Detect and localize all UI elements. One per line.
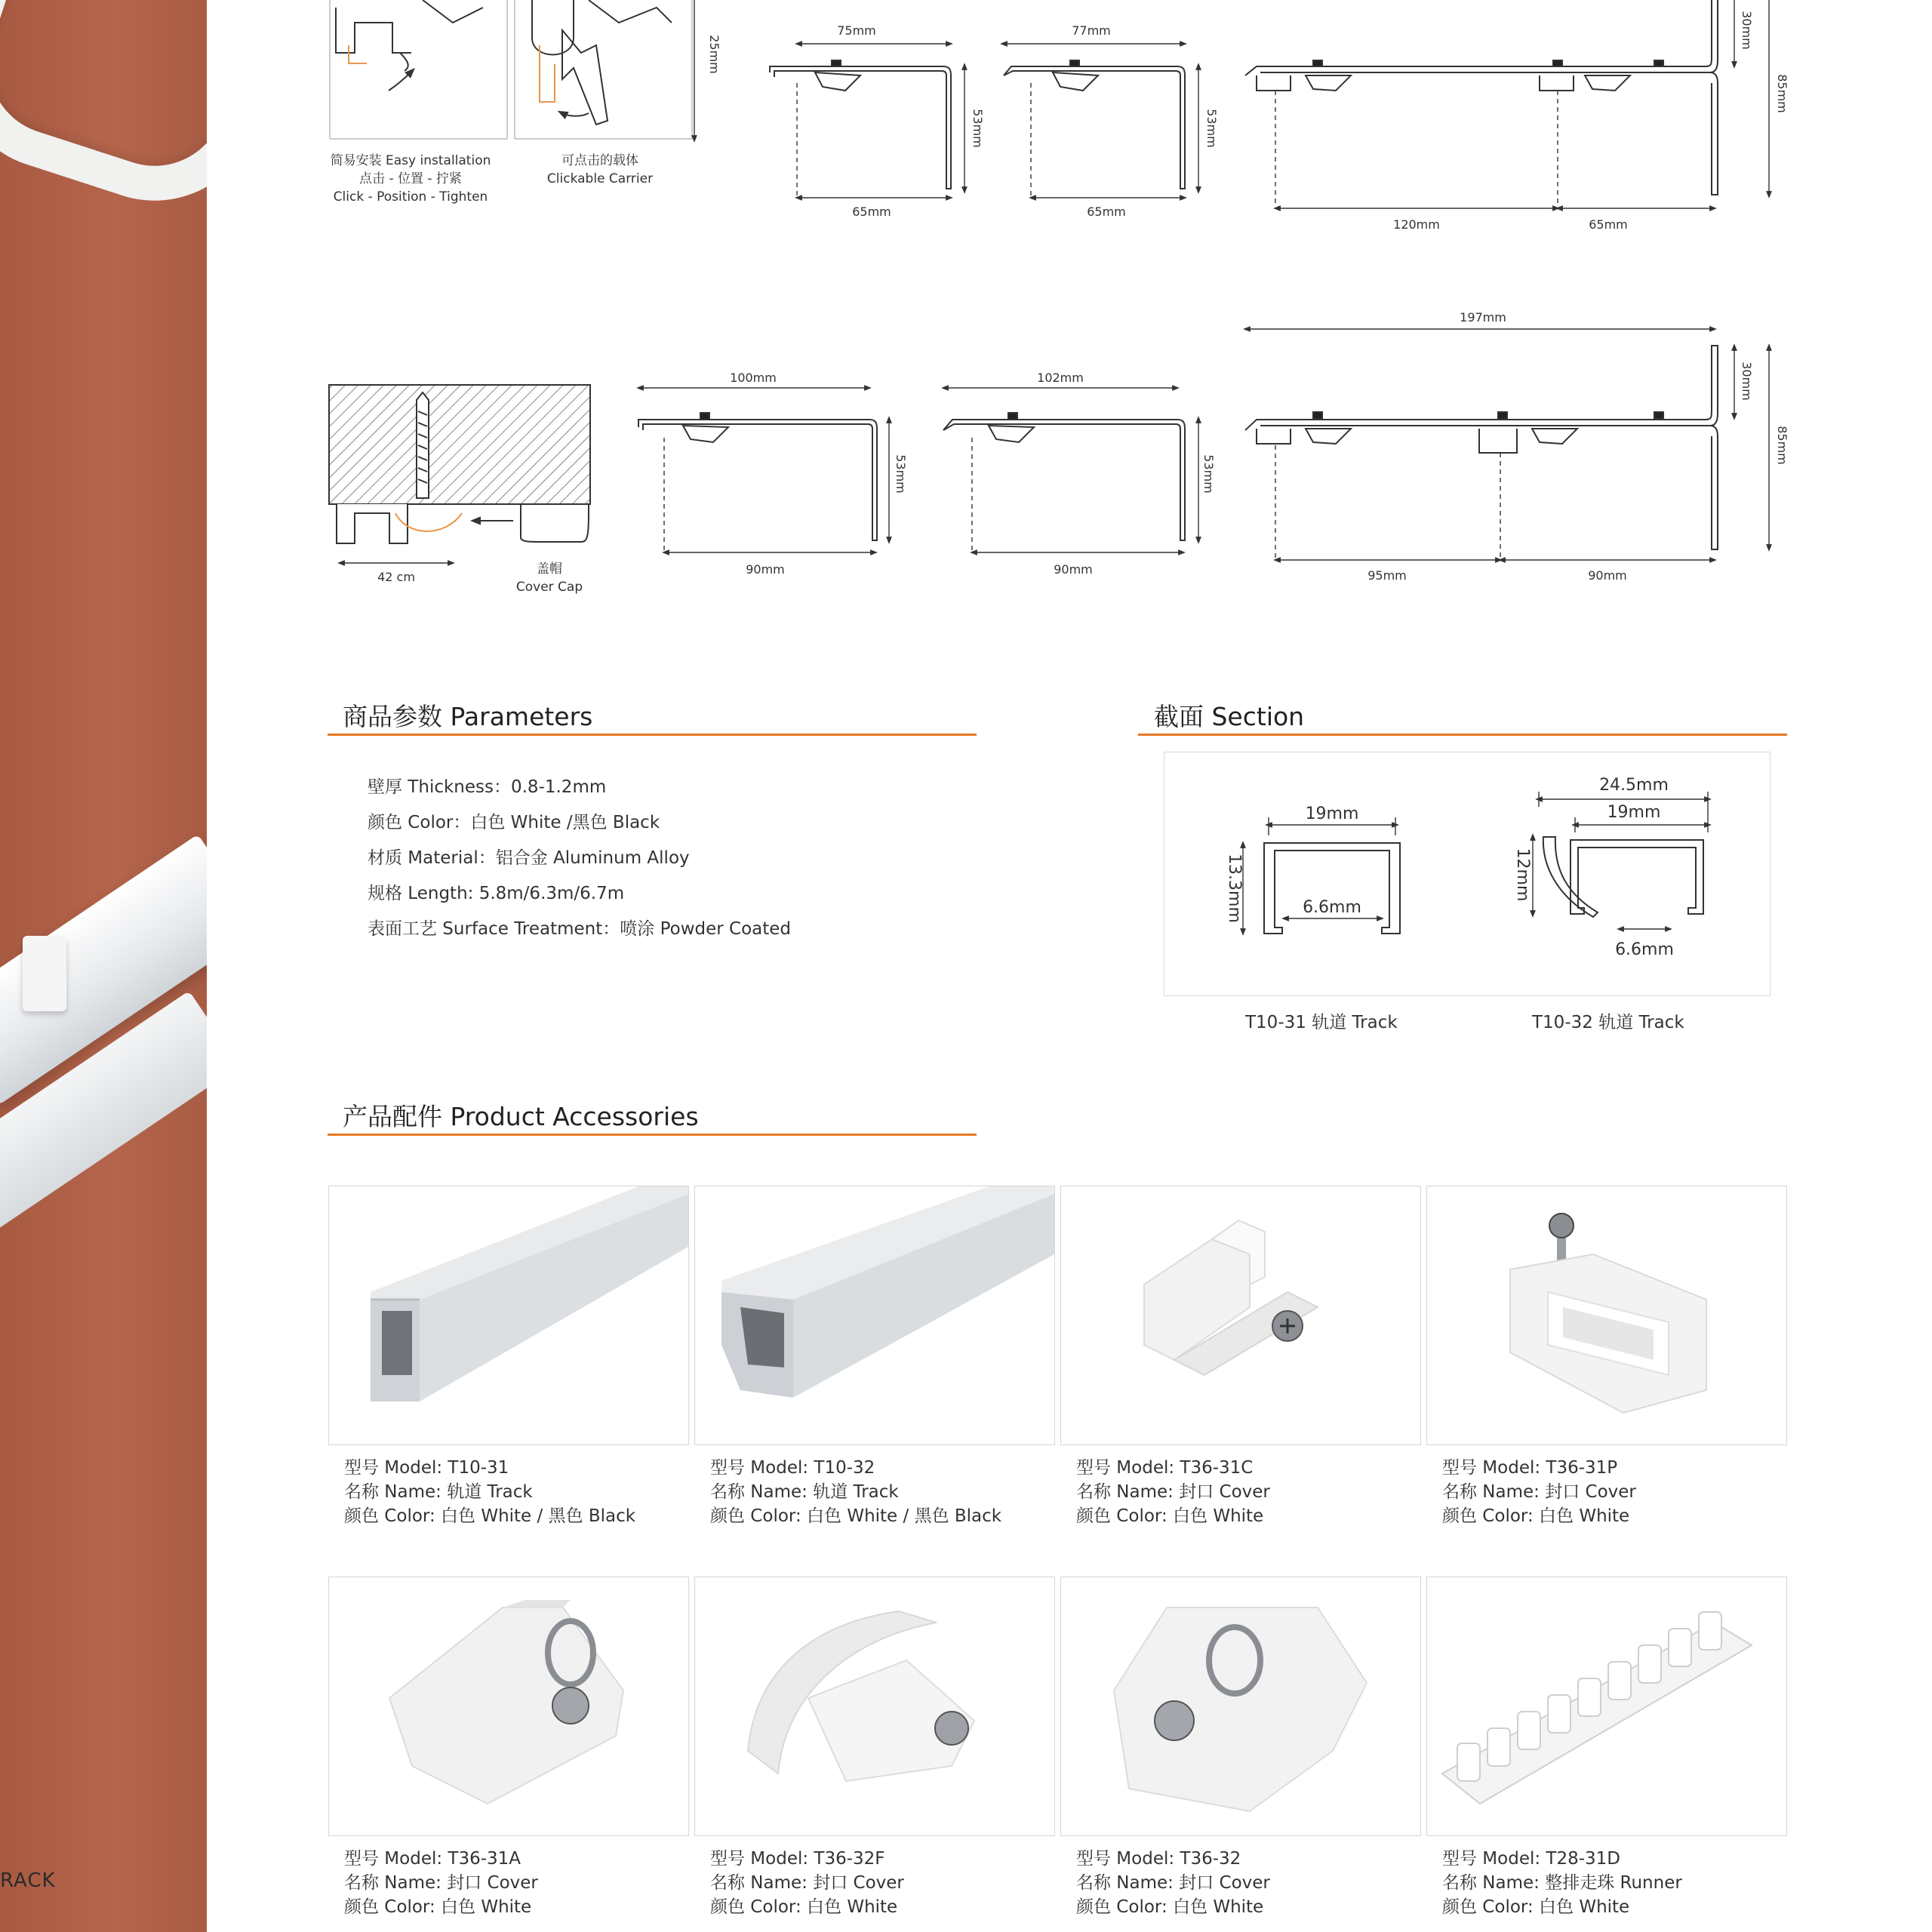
svg-text:95mm: 95mm	[1367, 568, 1407, 583]
t36-31c-image	[1061, 1186, 1420, 1444]
double-track-diagram-1	[1245, 0, 1769, 208]
svg-text:30mm: 30mm	[1740, 11, 1754, 50]
cover-cap-diagram	[329, 385, 590, 563]
svg-text:53mm: 53mm	[1201, 454, 1216, 494]
accessory-model: 型号 Model: T36-32	[1076, 1849, 1241, 1869]
svg-text:75mm: 75mm	[837, 23, 876, 38]
accessory-model: 型号 Model: T36-32F	[710, 1849, 885, 1869]
track-diagram-2	[1004, 44, 1198, 198]
svg-text:85mm: 85mm	[1775, 426, 1789, 465]
svg-text:12mm: 12mm	[1513, 848, 1532, 902]
svg-text:65mm: 65mm	[1087, 205, 1126, 219]
caption-line: Clickable Carrier	[546, 171, 654, 186]
param-color: 颜色 Color：白色 White /黑色 Black	[368, 813, 660, 832]
accessory-info-t36-32f	[710, 1847, 1072, 1919]
accessories-title: 产品配件 Product Accessories	[343, 1102, 699, 1131]
accessory-name: 名称 Name: 封口 Cover	[710, 1873, 904, 1893]
accessory-card-t36-31a	[328, 1577, 689, 1836]
svg-text:100mm: 100mm	[730, 371, 777, 385]
section-underline	[1138, 734, 1787, 736]
accessory-model: 型号 Model: T36-31P	[1442, 1458, 1618, 1478]
accessory-color: 颜色 Color: 白色 White / 黑色 Black	[344, 1506, 636, 1526]
caption-line: 可点击的载体	[561, 153, 638, 168]
accessory-card-t10-31	[328, 1186, 689, 1445]
photo-track-label: RACK	[0, 1869, 56, 1892]
track-diagram-3	[638, 388, 889, 552]
t36-31a-image	[329, 1577, 688, 1835]
svg-text:19mm: 19mm	[1607, 803, 1661, 822]
caption-line: 简易安装 Easy installation	[330, 153, 491, 168]
accessory-color: 颜色 Color: 白色 White	[710, 1897, 898, 1917]
accessory-model: 型号 Model: T10-31	[344, 1458, 509, 1478]
accessory-name: 名称 Name: 轨道 Track	[344, 1482, 533, 1502]
param-thickness: 壁厚 Thickness：0.8-1.2mm	[368, 777, 607, 797]
svg-text:120mm: 120mm	[1393, 217, 1440, 232]
param-material: 材质 Material：铝合金 Aluminum Alloy	[368, 848, 690, 868]
installation-diagrams	[207, 0, 1932, 619]
t36-32-image	[1061, 1577, 1420, 1835]
svg-text:42 cm: 42 cm	[377, 570, 415, 584]
accessories-underline	[328, 1134, 977, 1136]
accessory-info-t28-31d	[1442, 1847, 1804, 1919]
accessory-info-t10-31	[344, 1456, 706, 1528]
t36-31p-image	[1427, 1186, 1786, 1444]
t28-31d-image	[1427, 1577, 1786, 1835]
svg-text:30mm: 30mm	[1740, 361, 1754, 401]
svg-text:53mm: 53mm	[894, 454, 908, 494]
svg-text:6.6mm: 6.6mm	[1615, 940, 1674, 959]
accessory-card-t36-32	[1060, 1577, 1421, 1836]
accessory-card-t10-32	[694, 1186, 1055, 1445]
t10-32-label: T10-32 轨道 Track	[1532, 1013, 1684, 1032]
double-track-diagram-2	[1245, 329, 1769, 560]
param-surface: 表面工艺 Surface Treatment：喷涂 Powder Coated	[368, 919, 792, 939]
cover-cap-caption	[504, 560, 595, 596]
track-diagram-1	[770, 44, 964, 198]
svg-text:53mm: 53mm	[1204, 109, 1219, 148]
t10-31-label: T10-31 轨道 Track	[1245, 1013, 1398, 1032]
easy-install-caption	[320, 152, 501, 206]
accessory-name: 名称 Name: 轨道 Track	[710, 1482, 899, 1502]
svg-text:53mm: 53mm	[971, 109, 985, 148]
accessory-card-t36-32f	[694, 1577, 1055, 1836]
accessory-color: 颜色 Color: 白色 White	[1076, 1897, 1264, 1917]
section-diagram-box	[1164, 752, 1770, 996]
accessory-info-t10-32	[710, 1456, 1072, 1528]
svg-text:90mm: 90mm	[746, 562, 785, 577]
accessory-color: 颜色 Color: 白色 White	[1442, 1506, 1630, 1526]
curtain-strap-image	[0, 0, 207, 228]
svg-text:90mm: 90mm	[1054, 562, 1093, 577]
accessory-card-t28-31d	[1426, 1577, 1787, 1836]
accessory-model: 型号 Model: T36-31A	[344, 1849, 521, 1869]
carrier-caption	[521, 152, 679, 188]
accessory-card-t36-31c	[1060, 1186, 1421, 1445]
caption-line: Cover Cap	[515, 580, 583, 595]
accessory-card-t36-31p	[1426, 1186, 1787, 1445]
track-diagram-4	[943, 388, 1198, 552]
svg-text:77mm: 77mm	[1072, 23, 1111, 38]
t10-31-image	[329, 1186, 688, 1444]
accessory-model: 型号 Model: T36-31C	[1076, 1458, 1254, 1478]
caption-line: Click - Position - Tighten	[333, 189, 488, 205]
svg-text:65mm: 65mm	[1589, 217, 1628, 232]
svg-text:13.3mm: 13.3mm	[1225, 854, 1244, 923]
accessory-model: 型号 Model: T28-31D	[1442, 1849, 1621, 1869]
section-title: 截面 Section	[1154, 702, 1305, 731]
accessory-info-t36-32	[1076, 1847, 1438, 1919]
accessory-color: 颜色 Color: 白色 White	[344, 1897, 532, 1917]
product-photo	[0, 0, 207, 1932]
accessory-color: 颜色 Color: 白色 White / 黑色 Black	[710, 1506, 1002, 1526]
caption-line: 点击 - 位置 - 拧紧	[359, 171, 462, 186]
svg-text:197mm: 197mm	[1460, 310, 1506, 325]
svg-text:65mm: 65mm	[852, 205, 891, 219]
accessory-color: 颜色 Color: 白色 White	[1442, 1897, 1630, 1917]
accessory-name: 名称 Name: 整排走珠 Runner	[1442, 1873, 1682, 1893]
svg-text:85mm: 85mm	[1775, 74, 1789, 113]
param-length: 规格 Length: 5.8m/6.3m/6.7m	[368, 884, 625, 903]
accessory-model: 型号 Model: T10-32	[710, 1458, 875, 1478]
caption-line: 盖帽	[537, 561, 562, 577]
svg-text:102mm: 102mm	[1037, 371, 1084, 385]
easy-install-diagram	[330, 0, 507, 139]
accessory-info-t36-31c	[1076, 1456, 1438, 1528]
accessory-name: 名称 Name: 封口 Cover	[1442, 1482, 1636, 1502]
svg-text:25mm: 25mm	[707, 35, 721, 74]
accessory-color: 颜色 Color: 白色 White	[1076, 1506, 1264, 1526]
accessory-name: 名称 Name: 封口 Cover	[344, 1873, 538, 1893]
clip-image	[23, 936, 66, 1011]
accessory-name: 名称 Name: 封口 Cover	[1076, 1873, 1270, 1893]
t36-32f-image	[695, 1577, 1054, 1835]
parameters-title: 商品参数 Parameters	[343, 702, 593, 731]
t10-32-image	[695, 1186, 1054, 1444]
svg-text:19mm: 19mm	[1305, 804, 1359, 823]
accessory-info-t36-31p	[1442, 1456, 1804, 1528]
parameters-underline	[328, 734, 977, 736]
svg-text:6.6mm: 6.6mm	[1303, 898, 1361, 917]
clickable-carrier-diagram	[515, 0, 692, 139]
accessory-info-t36-31a	[344, 1847, 706, 1919]
svg-text:90mm: 90mm	[1588, 568, 1627, 583]
svg-text:24.5mm: 24.5mm	[1599, 776, 1669, 795]
accessory-name: 名称 Name: 封口 Cover	[1076, 1482, 1270, 1502]
